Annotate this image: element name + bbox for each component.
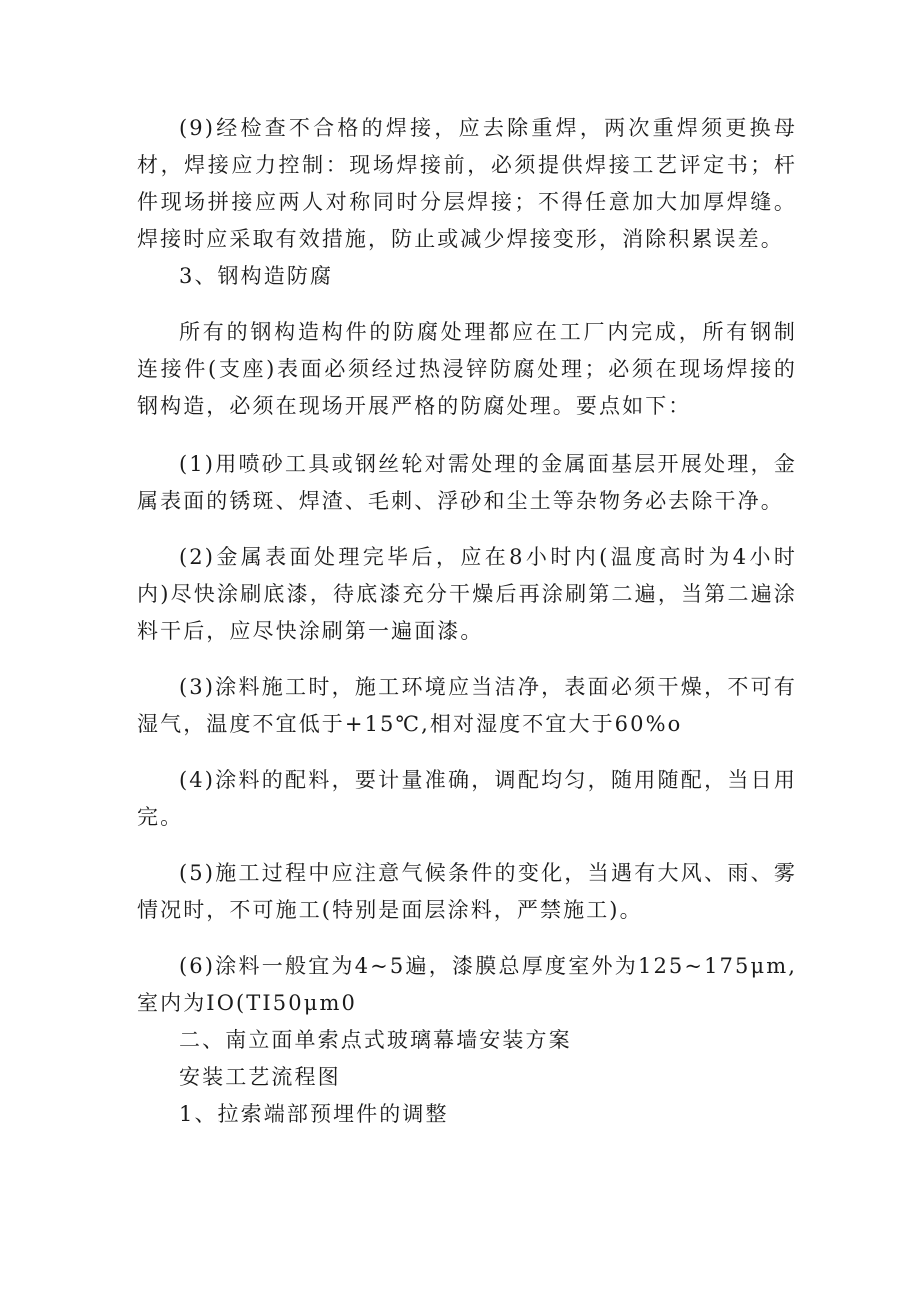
heading-process-chart: 安装工艺流程图 bbox=[179, 1065, 341, 1089]
document-page bbox=[137, 110, 797, 1133]
heading-cable-embed-adjust: 1、拉索端部预埋件的调整 bbox=[179, 1102, 449, 1126]
paragraph-item-6: (6)涂料一般宜为4~5遍，漆膜总厚度室外为125~175μm,室内为IO(TI50μm0 bbox=[137, 954, 797, 1015]
heading-section-2: 二、南立面单索点式玻璃幕墙安装方案 bbox=[179, 1028, 572, 1052]
paragraph-item-3: (3)涂料施工时，施工环境应当洁净，表面必须干燥，不可有湿气，温度不宜低于+15℃,相对湿度不宜大于60%o bbox=[137, 675, 797, 736]
paragraph-item-5: (5)施工过程中应注意气候条件的变化，当遇有大风、雨、雾情况时，不可施工(特别是面层涂料，严禁施工)。 bbox=[137, 861, 797, 922]
paragraph-anticorrosion-intro: 所有的钢构造构件的防腐处理都应在工厂内完成，所有钢制连接件(支座)表面必须经过热浸锌防腐处理；必须在现场焊接的钢构造，必须在现场开展严格的防腐处理。要点如下： bbox=[137, 320, 797, 418]
paragraph-item-4: (4)涂料的配料，要计量准确，调配均匀，随用随配，当日用完。 bbox=[137, 768, 797, 829]
heading-steel-anticorrosion: 3、钢构造防腐 bbox=[179, 264, 334, 288]
paragraph-item-2: (2)金属表面处理完毕后，应在8小时内(温度高时为4小时内)尽快涂刷底漆，待底漆充分干燥后再涂刷第二遍，当第二遍涂料干后，应尽快涂刷第一遍面漆。 bbox=[137, 545, 797, 643]
paragraph-weld-item-9: (9)经检查不合格的焊接，应去除重焊，两次重焊须更换母材，焊接应力控制：现场焊接前，必须提供焊接工艺评定书；杆件现场拼接应两人对称同时分层焊接；不得任意加大加厚焊缝。焊接时应采取有效措施，防止或减少焊接变形，消除积累误差。 bbox=[137, 116, 797, 251]
paragraph-item-1: (1)用喷砂工具或钢丝轮对需处理的金属面基层开展处理，金属表面的锈斑、焊渣、毛刺、浮砂和尘土等杂物务必去除干净。 bbox=[137, 452, 797, 513]
